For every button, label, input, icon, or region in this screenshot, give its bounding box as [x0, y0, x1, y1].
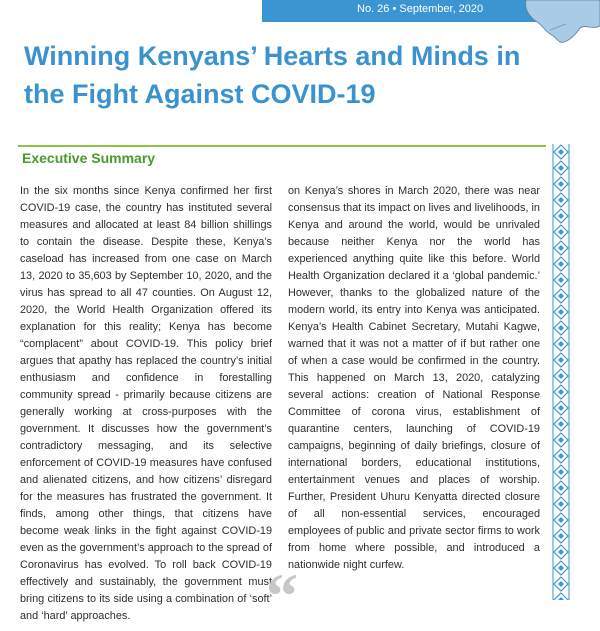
page-title: Winning Kenyans’ Hearts and Minds in the Fight Against COVID-19	[24, 41, 521, 109]
diamond-pattern-strip	[552, 144, 570, 600]
quote-mark-icon: “	[266, 560, 298, 631]
body-column-right	[288, 183, 540, 574]
body-column-left	[20, 183, 272, 625]
section-divider	[18, 145, 546, 147]
body-paragraph-right: on Kenya’s shores in March 2020, there was near consensus that its impact on lives and livelihoods, in Kenya and around the world, would be unrivaled because neither Kenya nor the world has experienced anything quite like this before. World Health Organization declared it a ‘global pandemic.’ However, thanks to the globalized nature of the modern world, its entry into Kenya was anticipated. Kenya’s Health Cabinet Secretary, Mutahi Kagwe, warned that it was not a matter of if but rather one of when a case would be confirmed in the country. This happened on March 13, 2020, catalyzing several actions: creation of National Response Committee of corona virus, establishment of quarantine centers, launching of COVID-19 campaigns, beginning of daily briefings, closure of international borders, educational institutions, entertainment venues and places of worship. Further, President Uhuru Kenyatta directed closure of all non-essential services, encouraged employees of public and private sector firms to work from home where possible, and introduced a nationwide night curfew.	[288, 185, 540, 571]
section-heading: Executive Summary	[22, 150, 156, 166]
body-paragraph-left: In the six months since Kenya confirmed her first COVID-19 case, the country has instituted several measures and allocated at least 84 billion shillings to contain the disease. Despite these, Kenya’s caseload has increased from one case on March 13, 2020 to 35,603 by September 10, 2020, and the virus has spread to all 47 counties. On August 12, 2020, the World Health Organization offered its explanation for this reality; Kenya has become “complacent” about COVID-19. This policy brief argues that apathy has replaced the country’s initial enthusiasm and confidence in forestalling community spread - primarily because citizens are generally working at cross-purposes with the government. It discusses how the government’s contradictory messaging, and its selective enforcement of COVID-19 measures have confused and alienated citizens, and how citizens’ disregard for the measures has frustrated the government. It finds, among other things, that citizens have become weak links in the fight against COVID-19 even as the government’s approach to the spread of Coronavirus has evolved. To roll back COVID-19 effectively and sustainably, the government must bring citizens to its side using a combination of ‘soft’ and ‘hard’ approaches.	[20, 185, 272, 622]
issue-info: No. 26 • September, 2020	[357, 3, 484, 15]
